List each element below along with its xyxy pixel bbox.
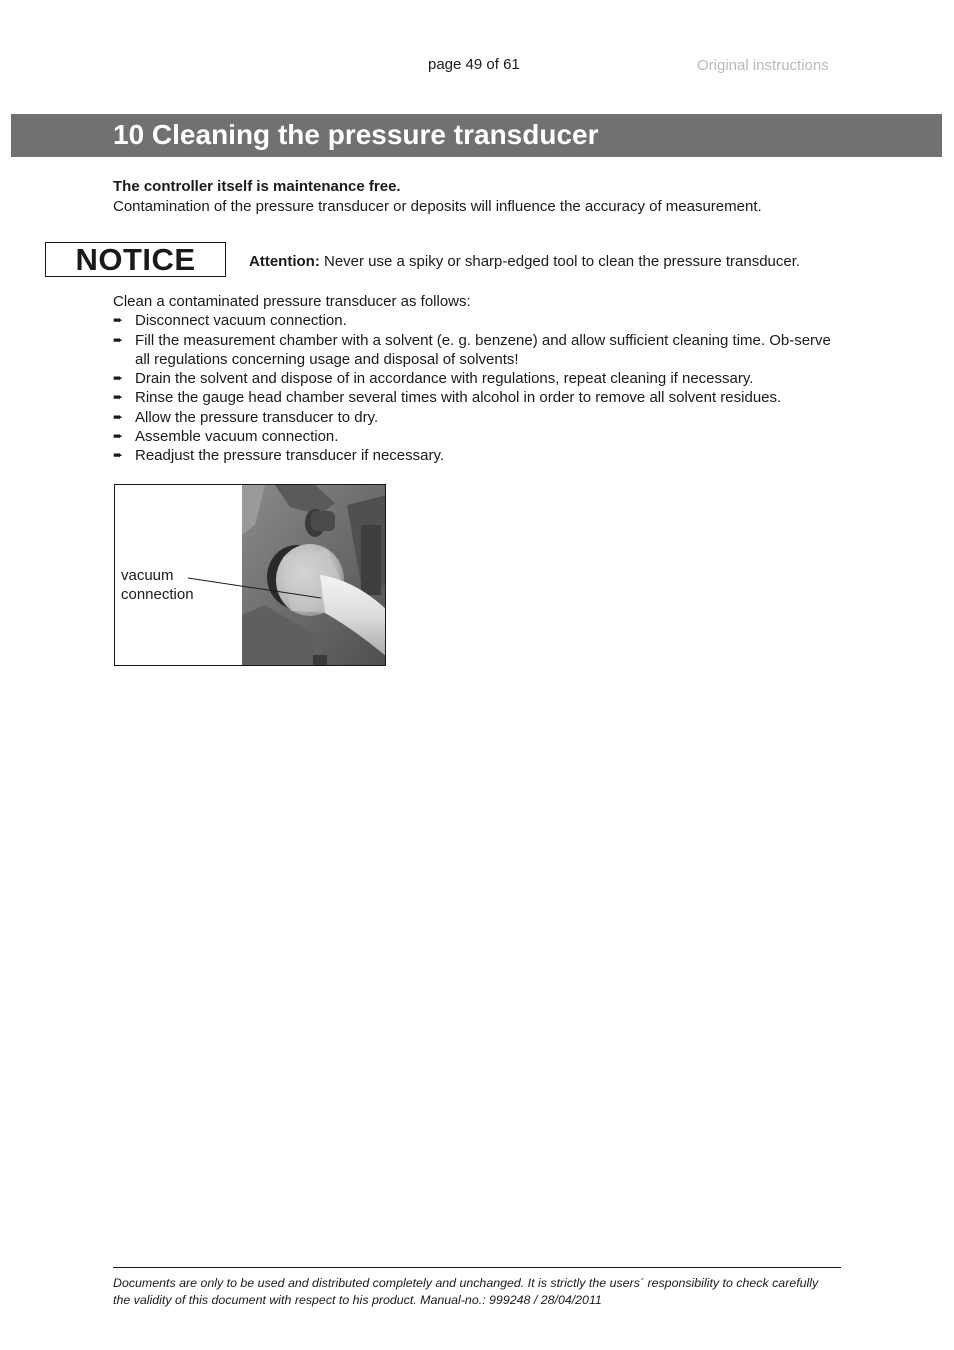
arrow-right-icon: ➨ (113, 448, 124, 463)
intro-text: Contamination of the pressure transducer or deposits will influence the accuracy of measurement. (113, 198, 762, 215)
figure-label-line2: connection (121, 586, 194, 603)
page-header-doc-type: Original instructions (697, 57, 829, 74)
footer-line2: the validity of this document with respect to his product. Manual-no.: 999248 / 28/04/2011 (113, 1292, 602, 1307)
procedure-step: ➨ Drain the solvent and dispose of in accordance with regulations, repeat cleaning if necessary. (113, 370, 754, 388)
procedure-lead: Clean a contaminated pressure transducer as follows: (113, 293, 471, 310)
section-title-bar (11, 114, 942, 157)
procedure-step: ➨ Allow the pressure transducer to dry. (113, 408, 379, 426)
arrow-right-icon: ➨ (113, 390, 124, 405)
procedure-step: ➨ Disconnect vacuum connection. (113, 312, 347, 330)
attention-label: Attention: (249, 253, 320, 270)
figure-label (121, 566, 194, 604)
intro-bold-line: The controller itself is maintenance free. (113, 178, 401, 195)
arrow-right-icon: ➨ (113, 409, 124, 424)
arrow-right-icon: ➨ (113, 371, 124, 386)
page-header-page-number: page 49 of 61 (428, 56, 520, 73)
attention-text: Never use a spiky or sharp-edged tool to clean the pressure transducer. (319, 253, 801, 270)
arrow-right-icon: ➨ (113, 313, 124, 328)
procedure-step: ➨ Rinse the gauge head chamber several times with alcohol in order to remove all solvent residues. (113, 389, 782, 407)
arrow-right-icon: ➨ (113, 429, 124, 444)
procedure-step: ➨ Readjust the pressure transducer if necessary. (113, 447, 445, 465)
footer-disclaimer (113, 1275, 853, 1308)
procedure-step: ➨ Fill the measurement chamber with a solvent (e. g. benzene) and allow sufficient cleaning time. Ob-serve all regulations concerning usage and disposal of solvents! (113, 331, 831, 368)
arrow-right-icon: ➨ (113, 332, 124, 347)
notice-label-box (45, 242, 226, 277)
notice-label: NOTICE (75, 241, 196, 277)
section-title: 10 Cleaning the pressure transducer (113, 119, 599, 150)
vacuum-connection-figure (114, 484, 386, 666)
procedure-block (113, 292, 843, 466)
procedure-steps (113, 311, 843, 465)
footer-line1: Documents are only to be used and distributed completely and unchanged. It is strictly the users´ responsibility to check carefully (113, 1276, 819, 1290)
procedure-step: ➨ Assemble vacuum connection. (113, 428, 339, 446)
footer-divider (113, 1267, 841, 1268)
notice-text (249, 253, 800, 270)
figure-label-line1: vacuum (121, 567, 174, 584)
intro-block (113, 177, 853, 217)
